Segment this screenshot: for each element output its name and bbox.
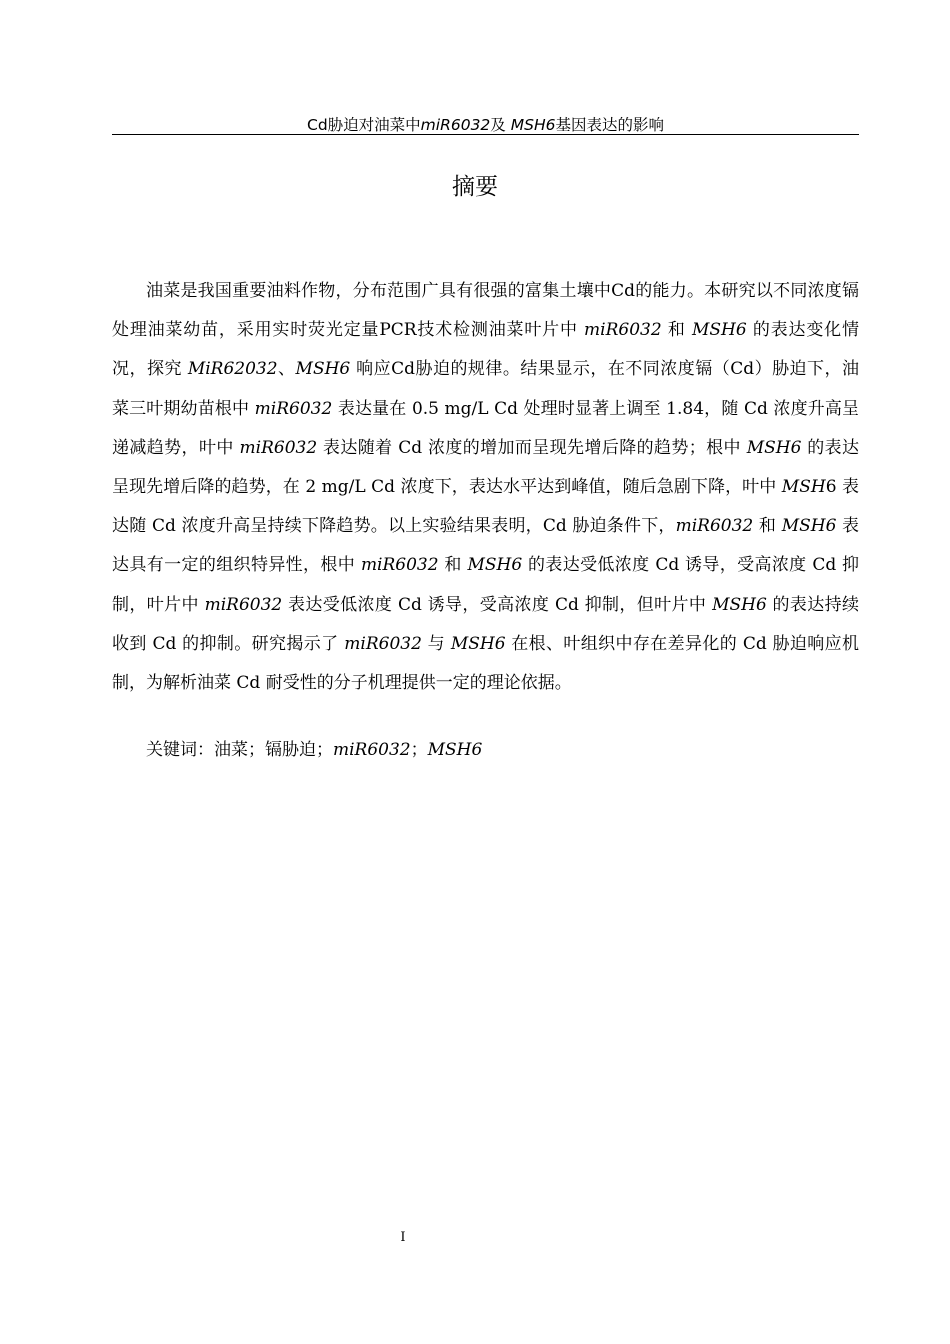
abstract-text-segment: 的表达呈现先增后降的趋势，在 2 mg/L Cd 浓度下，表达水平达到峰值，随后急剧下降，叶中 [112, 437, 860, 498]
abstract-body [112, 272, 859, 703]
abstract-text-segment: 6 表达随 Cd 浓度升高呈持续下降趋势。以上实验结果表明，Cd 胁迫条件下， [112, 477, 859, 537]
keyword-plain: 油菜；镉胁迫； [214, 740, 333, 760]
abstract-gene-term: MSH6 [781, 516, 837, 537]
header-text-1: Cd胁迫对油菜中 [307, 116, 421, 134]
abstract-text-segment: 油菜是我国重要油料作物，分布范围广具有很强的富集土壤中Cd的能力。本研究以不同浓度镉处理油菜幼苗，采用实时荧光定量PCR技术检测油菜叶片中 [112, 281, 859, 341]
abstract-gene-term: MSH6 [712, 594, 767, 615]
abstract-text-segment: 的表达变化情况，探究 [112, 320, 859, 380]
abstract-gene-term: MSH [781, 477, 826, 498]
header-text-3: 基因表达的影响 [555, 116, 664, 134]
abstract-text-segment: 的表达受低浓度 Cd 诱导，受高浓度 Cd 抑制，叶片中 [112, 555, 859, 615]
abstract-gene-term: MSH6 [691, 320, 747, 341]
abstract-text-segment: 和 [661, 320, 692, 341]
abstract-text-segment: 表达随着 Cd 浓度的增加而呈现先增后降的趋势；根中 [317, 437, 747, 458]
keywords-line [146, 731, 482, 770]
abstract-text-segment: 和 [438, 555, 468, 576]
abstract-gene-term: MSH6 [295, 359, 351, 380]
abstract-gene-term: miR6032 [344, 633, 422, 654]
keyword-separator: ； [410, 740, 428, 760]
abstract-gene-term: miR6032 [360, 555, 439, 576]
keywords-label: 关键词： [146, 740, 214, 760]
abstract-text-segment: 和 [753, 516, 782, 537]
header-gene-msh6: MSH6 [510, 116, 556, 134]
abstract-text-segment: 表达受低浓度 Cd 诱导，受高浓度 Cd 抑制，但叶片中 [282, 594, 713, 615]
abstract-gene-term: miR6032 [584, 320, 662, 341]
abstract-gene-term: miR6032 [254, 398, 333, 419]
abstract-gene-term: miR6032 [675, 516, 754, 537]
abstract-text-segment: 表达具有一定的组织特异性，根中 [112, 516, 860, 576]
abstract-text-segment: 与 [421, 633, 451, 654]
abstract-gene-term: miR6032 [204, 594, 283, 615]
header-gene-mirna: miR6032 [420, 116, 491, 134]
abstract-text-segment: 的表达持续收到 Cd 的抑制。研究揭示了 [112, 594, 860, 654]
keyword-mirna: miR6032 [333, 740, 411, 760]
abstract-text-segment: 在根、叶组织中存在差异化的 Cd 胁迫响应机制，为解析油菜 Cd 耐受性的分子机理提供一定的理论依据。 [112, 633, 859, 694]
abstract-gene-term: MiR62032 [187, 359, 278, 380]
abstract-gene-term: MSH6 [467, 555, 523, 576]
abstract-gene-term: MSH6 [746, 437, 802, 458]
keyword-msh6: MSH6 [427, 740, 483, 760]
abstract-text-segment: 响应Cd胁迫的规律。结果显示，在不同浓度镉（Cd）胁迫下，油菜三叶期幼苗根中 [112, 359, 860, 419]
page-number: I [400, 1230, 406, 1245]
header-rule [112, 134, 859, 135]
abstract-gene-term: MSH6 [450, 633, 506, 654]
abstract-text-segment: 表达量在 0.5 mg/L Cd 处理时显著上调至 1.84，随 Cd 浓度升高呈递减趋势，叶中 [112, 398, 859, 458]
abstract-text-segment: 、 [277, 359, 296, 380]
running-header [112, 116, 859, 135]
abstract-gene-term: miR6032 [239, 437, 318, 458]
abstract-title: 摘要 [452, 174, 498, 200]
header-text-2: 及 [490, 116, 511, 134]
